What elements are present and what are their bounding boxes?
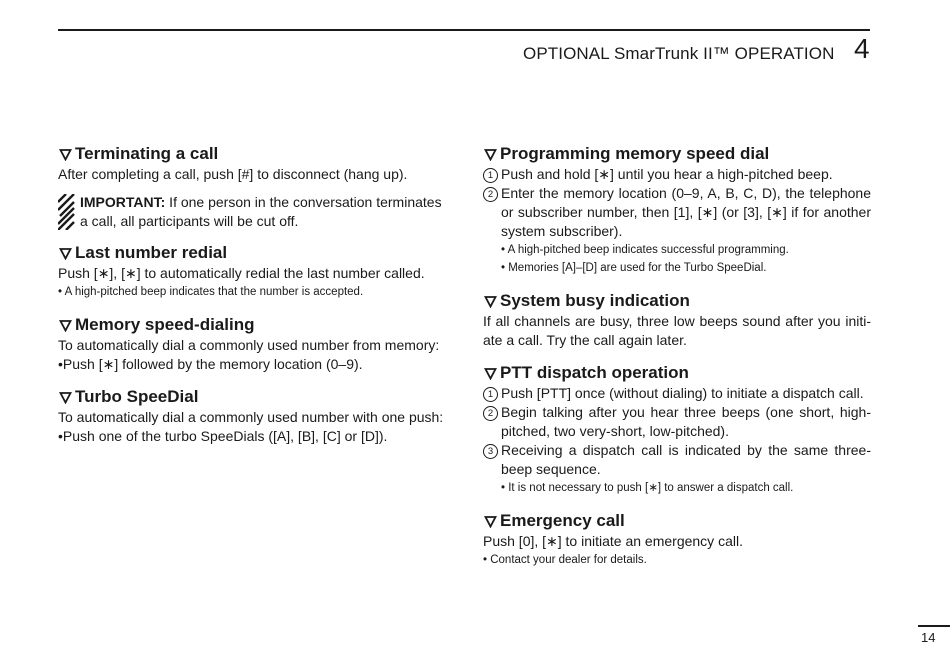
- list-item: [483, 403, 871, 441]
- heading-text: Terminating a call: [75, 144, 219, 163]
- section-memory-speed-dialing: [58, 315, 444, 374]
- section-heading: [58, 243, 444, 263]
- diamond-icon: [484, 367, 497, 380]
- important-note: [58, 193, 444, 231]
- header-rule: [58, 29, 870, 31]
- step-text: Push and hold [∗] until you hear a high-pitched beep.: [501, 166, 833, 182]
- notes: [483, 241, 871, 277]
- body-text: To automatically dial a commonly used number from memory:: [58, 337, 440, 353]
- list-item: [483, 184, 871, 241]
- section-system-busy: [483, 291, 871, 350]
- body-text: To automatically dial a commonly used number with one push:: [58, 409, 444, 425]
- heading-text: Programming memory speed dial: [500, 144, 770, 163]
- note-text: • It is not necessary to push [∗] to answer a dispatch call.: [501, 482, 794, 494]
- heading-text: System busy indication: [500, 291, 690, 310]
- section-heading: [483, 363, 871, 383]
- list-item: [483, 441, 871, 479]
- diamond-icon: [59, 247, 72, 260]
- note-text: • Contact your dealer for details.: [483, 554, 647, 566]
- note-text: • A high-pitched beep indicates successful programming.: [501, 244, 789, 256]
- section-turbo-speedial: [58, 387, 444, 446]
- note-text: • Memories [A]–[D] are used for the Turbo SpeeDial.: [501, 262, 767, 274]
- heading-text: PTT dispatch operation: [500, 363, 689, 382]
- list-item: [483, 384, 871, 403]
- important-text-2: a call, all participants will be cut off.: [80, 213, 299, 229]
- step-number: 1: [483, 168, 498, 183]
- step-number: 1: [483, 387, 498, 402]
- section-programming-speed-dial: [483, 144, 871, 277]
- section-heading: [483, 511, 871, 531]
- diamond-icon: [484, 515, 497, 528]
- diamond-icon: [59, 391, 72, 404]
- important-text-block: [80, 193, 442, 231]
- footer-rule: [918, 625, 950, 627]
- body-text: If all channels are busy, three low beeps sound after you initi-ate a call. Try the call again later.: [483, 313, 871, 348]
- section-terminating-call: [58, 144, 444, 231]
- page-number: 14: [921, 630, 936, 645]
- heading-text: Emergency call: [500, 511, 625, 530]
- step-text: Begin talking after you hear three beeps (one short, high-pitched, two very-short, low-pitched).: [501, 404, 871, 439]
- diamond-icon: [59, 319, 72, 332]
- section-heading: [58, 144, 444, 164]
- important-label: IMPORTANT:: [80, 194, 166, 210]
- list-item: [483, 165, 871, 184]
- section-heading: [58, 315, 444, 335]
- section-ptt-dispatch: [483, 363, 871, 497]
- right-column: [483, 144, 871, 569]
- notes: [483, 479, 871, 497]
- diamond-icon: [484, 148, 497, 161]
- step-text: Receiving a dispatch call is indicated by the same three-beep sequence.: [501, 442, 871, 477]
- body-text: After completing a call, push [#] to disconnect (hang up).: [58, 166, 408, 182]
- section-heading: [483, 291, 871, 311]
- step-text: Enter the memory location (0–9, A, B, C, D), the telephone or subscriber number, then [1], [∗] (or [3], [∗] if for another system subscriber).: [501, 185, 871, 239]
- body-text: Push [∗], [∗] to automatically redial the last number called.: [58, 265, 425, 281]
- section-emergency-call: [483, 511, 871, 569]
- section-heading: [58, 387, 444, 407]
- section-last-number-redial: [58, 243, 444, 301]
- step-list: [483, 165, 871, 241]
- step-number: 2: [483, 187, 498, 202]
- section-heading: [483, 144, 871, 164]
- heading-text: Memory speed-dialing: [75, 315, 255, 334]
- chapter-title: OPTIONAL SmarTrunk II™ OPERATION: [523, 44, 835, 63]
- body-text: Push [0], [∗] to initiate an emergency call.: [483, 533, 743, 549]
- heading-text: Turbo SpeeDial: [75, 387, 199, 406]
- step-text: Push [PTT] once (without dialing) to initiate a dispatch call.: [501, 385, 864, 401]
- bullet-text: •Push one of the turbo SpeeDials ([A], [B], [C] or [D]).: [58, 428, 388, 444]
- important-text: If one person in the conversation terminates: [165, 194, 442, 210]
- left-column: [58, 144, 444, 446]
- step-number: 2: [483, 406, 498, 421]
- step-list: [483, 384, 871, 479]
- bullet-text: •Push [∗] followed by the memory location (0–9).: [58, 356, 363, 372]
- important-hatch-icon: [58, 194, 76, 230]
- note-text: • A high-pitched beep indicates that the number is accepted.: [58, 286, 364, 298]
- step-number: 3: [483, 444, 498, 459]
- heading-text: Last number redial: [75, 243, 228, 262]
- diamond-icon: [484, 295, 497, 308]
- diamond-icon: [59, 148, 72, 161]
- chapter-number: 4: [854, 33, 870, 64]
